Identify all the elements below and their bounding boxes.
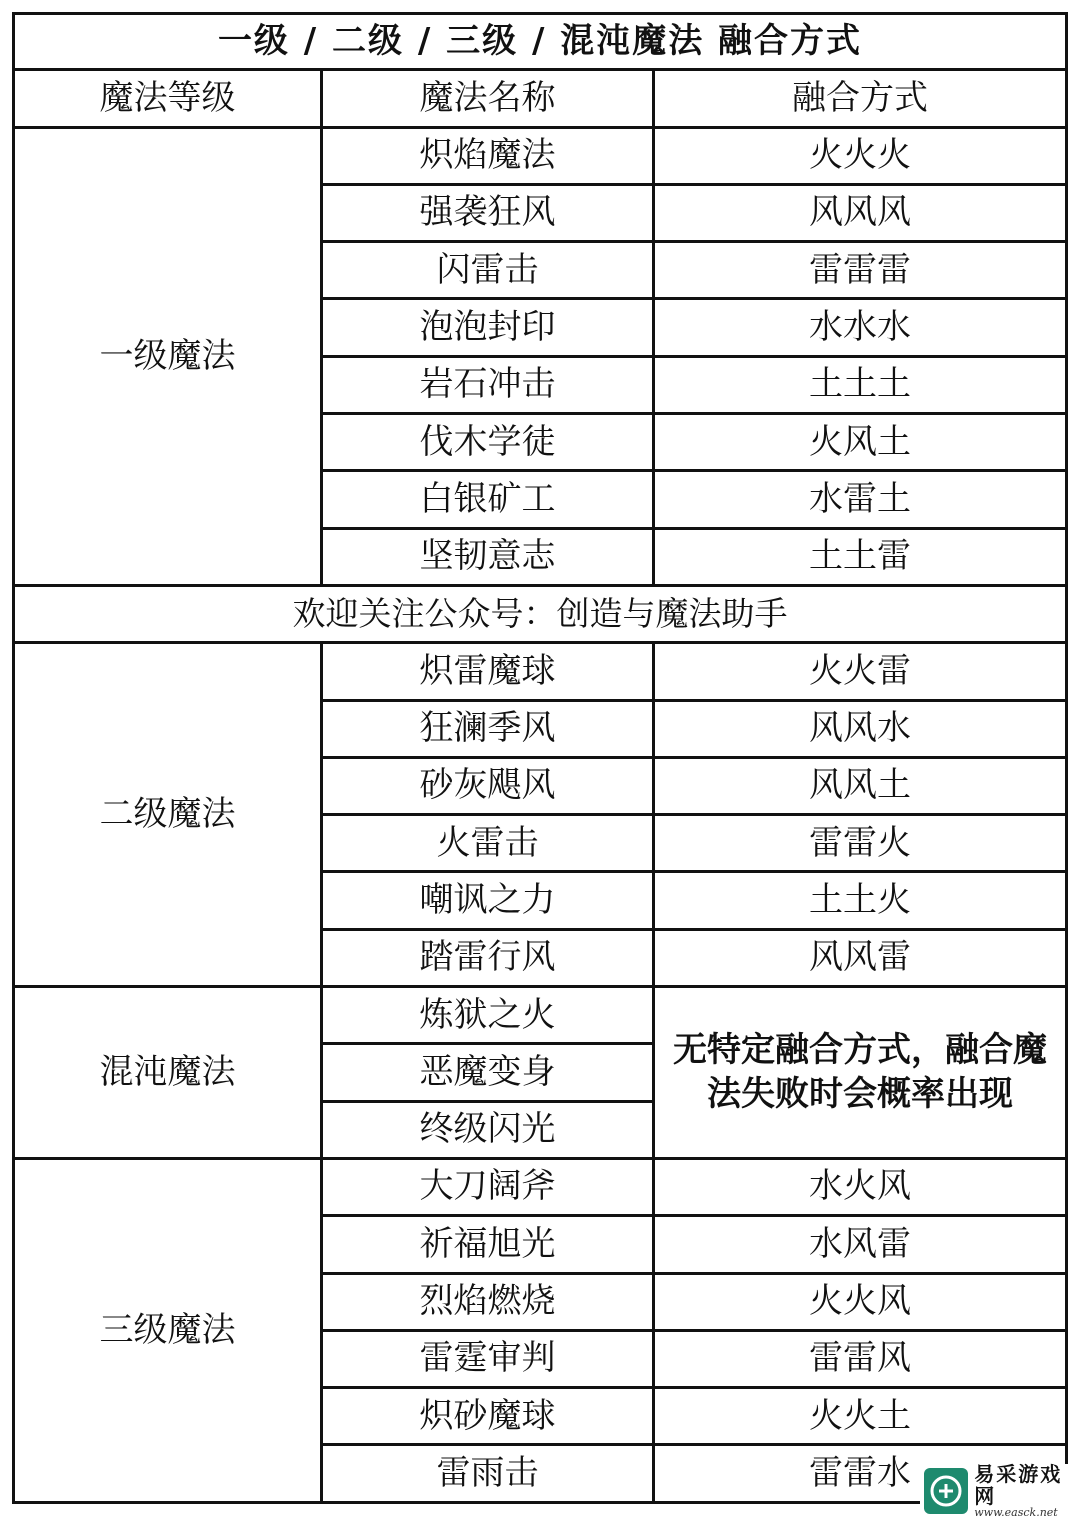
- watermark[interactable]: [920, 1461, 1080, 1519]
- spell-method: 土土火: [654, 872, 1067, 929]
- spell-method: 土土土: [654, 356, 1067, 413]
- spell-method: 雷雷水: [654, 1445, 1067, 1503]
- spell-method: 风风雷: [654, 929, 1067, 986]
- spell-name: 闪雷击: [322, 242, 654, 299]
- spell-method: 雷雷火: [654, 815, 1067, 872]
- spell-name: 泡泡封印: [322, 299, 654, 356]
- spell-name: 踏雷行风: [322, 929, 654, 986]
- spell-method: 雷雷风: [654, 1330, 1067, 1387]
- magic-fusion-table: [12, 12, 1068, 1504]
- follow-notice: 欢迎关注公众号：创造与魔法助手: [14, 585, 1067, 642]
- spell-name: 伐木学徒: [322, 414, 654, 471]
- spell-method: 风风水: [654, 700, 1067, 757]
- spell-method: 雷雷雷: [654, 242, 1067, 299]
- spell-name: 祈福旭光: [322, 1216, 654, 1273]
- header-method: 融合方式: [654, 70, 1067, 127]
- table-title: 一级 / 二级 / 三级 / 混沌魔法 融合方式: [14, 14, 1067, 70]
- table-row: [14, 987, 1067, 1044]
- spell-method: 土土雷: [654, 528, 1067, 585]
- watermark-name: 易采游戏网: [974, 1461, 1063, 1508]
- spell-method: 水雷土: [654, 471, 1067, 528]
- spell-name: 终级闪光: [322, 1101, 654, 1158]
- chaos-note: 无特定融合方式，融合魔法失败时会概率出现: [654, 987, 1067, 1159]
- spell-name: 炽雷魔球: [322, 643, 654, 700]
- level3-label: 三级魔法: [14, 1158, 322, 1502]
- spell-name: 白银矿工: [322, 471, 654, 528]
- spell-name: 强袭狂风: [322, 184, 654, 241]
- spell-name: 岩石冲击: [322, 356, 654, 413]
- spell-method: 水水水: [654, 299, 1067, 356]
- site-logo-icon: [924, 1468, 968, 1514]
- spell-name: 火雷击: [322, 815, 654, 872]
- spell-name: 坚韧意志: [322, 528, 654, 585]
- table-row: [14, 643, 1067, 700]
- spell-method: 水风雷: [654, 1216, 1067, 1273]
- spell-name: 砂灰飓风: [322, 757, 654, 814]
- level2-label: 二级魔法: [14, 643, 322, 987]
- spell-method: 火火土: [654, 1388, 1067, 1445]
- spell-method: 火风土: [654, 414, 1067, 471]
- spell-method: 风风风: [654, 184, 1067, 241]
- spell-method: 水火风: [654, 1158, 1067, 1215]
- spell-name: 雷霆审判: [322, 1330, 654, 1387]
- table-row: [14, 127, 1067, 184]
- spell-name: 烈焰燃烧: [322, 1273, 654, 1330]
- spell-name: 大刀阔斧: [322, 1158, 654, 1215]
- spell-name: 炽砂魔球: [322, 1388, 654, 1445]
- spell-name: 狂澜季风: [322, 700, 654, 757]
- spell-name: 雷雨击: [322, 1445, 654, 1503]
- spell-name: 恶魔变身: [322, 1044, 654, 1101]
- header-level: 魔法等级: [14, 70, 322, 127]
- watermark-url: www.easck.net: [974, 1505, 1058, 1519]
- table-row: [14, 1158, 1067, 1215]
- header-name: 魔法名称: [322, 70, 654, 127]
- level1-label: 一级魔法: [14, 127, 322, 585]
- spell-method: 火火火: [654, 127, 1067, 184]
- spell-method: 风风土: [654, 757, 1067, 814]
- spell-method: 火火风: [654, 1273, 1067, 1330]
- spell-name: 嘲讽之力: [322, 872, 654, 929]
- spell-name: 炽焰魔法: [322, 127, 654, 184]
- spell-method: 火火雷: [654, 643, 1067, 700]
- chaos-label: 混沌魔法: [14, 987, 322, 1159]
- spell-name: 炼狱之火: [322, 987, 654, 1044]
